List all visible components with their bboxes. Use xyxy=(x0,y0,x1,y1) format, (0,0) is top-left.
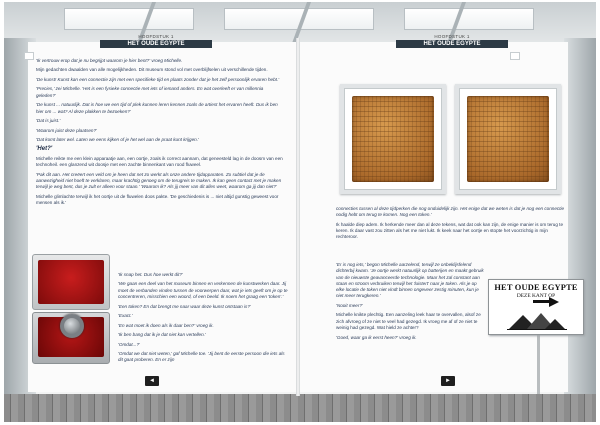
paragraph: 'Dat is juist.' xyxy=(36,118,61,124)
previous-page-button[interactable]: ◄ xyxy=(145,376,159,386)
right-page-text xyxy=(336,206,566,244)
paragraph: 'Omdat...?' xyxy=(118,341,140,347)
sign-title: HET OUDE EGYPTE xyxy=(494,283,578,292)
next-page-button[interactable]: ► xyxy=(441,376,455,386)
right-dialog-text xyxy=(336,262,484,344)
wall-light xyxy=(24,52,34,60)
paragraph: 'Een token? En dat brengt me naar waar deze kunst ontstaan is?' xyxy=(118,303,251,309)
right-wall xyxy=(564,38,596,398)
wall-light xyxy=(510,52,520,60)
skylight xyxy=(404,8,534,30)
chapter-heading-right xyxy=(396,34,508,48)
paragraph: 'Nooit meer?' xyxy=(336,302,363,308)
chapter-heading-left xyxy=(100,34,212,48)
skylight xyxy=(64,8,194,30)
paragraph: 'Er is nog iets,' begon Michelle aarzelend, terwijl ze onbeklijsfelend dichterbij kwam. 'Je oortje werkt natuurlijk op batterijen en maakt gebruik van de nieuwste geavanceerde technologie. Maar het zal constant aan staan en stroom verbruiken terwijl het 'luistert' naar je token. Als je op elke locatie de token niet vindt binnen ongeveer zestig minuten, kun je niet meer terugkeren.' xyxy=(336,262,484,299)
paragraph: connecties tussen al deze tijdperken die nog onduidelijk zijn. Het enige dat we weten is dat je nog een connectie nodig hebt om terug te komen. Nog een token.' xyxy=(336,206,565,218)
left-page-text xyxy=(36,58,284,210)
paragraph: Ik haalde diep adem. Ik herkende meer dan al deze tekens, wat dat ook kan zijn, de enige manier is om terug te keren. Ik daar vast zou zitten als het me niet lukt. Ik keek naar het oortje en stopte het voorzichtig in mijn rechteroor. xyxy=(336,221,564,240)
box-lid xyxy=(32,254,110,310)
paragraph: 'Omdat we dat niet weten,' gaf Michelle toe. 'Jij bent de eerste persoon die iets als dit gaat proberen. En er zijn xyxy=(118,350,285,363)
earpiece-device xyxy=(60,314,84,338)
sign-post xyxy=(537,330,540,394)
sign-subtitle: DEZE KANT OP xyxy=(516,293,556,299)
hieroglyph-tablet-image xyxy=(352,96,434,182)
chapter-title: HET OUDE EGYPTE xyxy=(100,40,212,48)
book-spine xyxy=(296,38,300,396)
hieroglyph-frame-right xyxy=(455,84,561,194)
hieroglyph-tablet-image xyxy=(467,96,549,182)
paragraph: 'En wat moet ik doen als ik daar ben?' vroeg ik. xyxy=(118,322,214,328)
paragraph: 'Goed, waar ga ik eerst heen?' vroeg ik. xyxy=(336,334,417,340)
paragraph: 'Dat komt later wel. Laten we eens kijken of je het wel aan de praat kunt krijgen.' xyxy=(36,136,199,142)
paragraph: Michelle glimlachte terwijl ik het oortje uit de fluwelen doos pakte. 'De geschiedenis is ... niet altijd gunstig geweest voor mensen als ik.' xyxy=(36,193,279,206)
jewellery-box xyxy=(32,254,110,370)
hieroglyph-frame-left xyxy=(340,84,446,194)
arrow-right-icon xyxy=(549,297,559,307)
paragraph: 'We gaan een deel van het museum binnen en verkennen de kunstwerken daar. Jij moet de verbanden vinden tussen de voorwerpen daar, wat je iets geeft om je op te concentreren, misschien een woord, of een beeld. Ik noem het graag een 'token'.' xyxy=(118,281,288,300)
floor xyxy=(4,394,596,422)
paragraph: 'Het?' xyxy=(36,146,53,153)
paragraph: 'Ik ben bang dat ik je dat niet kan vertellen.' xyxy=(118,332,206,338)
paragraph: 'Waarom juist deze plaatsen?' xyxy=(36,127,97,133)
pyramids-icon xyxy=(507,310,567,330)
paragraph: 'De kunst ... natuurlijk. Dat is hoe we een tijd of plek kunnen leren kennen zoals de artiest het ervaren heeft. Dus ik ben hier om ... wat? Al deze plakken te bezoeken?' xyxy=(36,102,278,114)
paragraph: 'Ik snap het. Dus hoe werkt dit?' xyxy=(118,272,183,277)
paragraph: 'De kunst! Kunst kan een connectie zijn met een specifieke tijd en plaats zonder dat je het zelf persoonlijk ervaren hebt.' xyxy=(36,76,280,82)
chapter-number: HOOFDSTUK 1 xyxy=(434,34,470,39)
paragraph: Mijn gedachten dwaalden van alle mogelijkheden. Dit museum stond vol met overblijfselen uit verschillende tijden. xyxy=(36,67,268,73)
paragraph: 'Exact.' xyxy=(118,313,133,319)
chapter-number: HOOFDSTUK 1 xyxy=(138,34,174,39)
paragraph: 'Pak dit aan. Het creëert een veld om je heen dat net zo werkt als onze andere tijdapparaten. Zo subtiel dat je de aanwezigheid niet hoeft te verklaren, maar krachtig genoeg om de terugreis te maken. Ik kan geen contact met je maken terwijl je weg bent, dus je zult er alleen voor staan.' 'Waarom ik? Als jij meer van dit alles weet, waarom ga jij dan niet?' xyxy=(36,171,282,190)
paragraph: Michelle reikte me een klein apparaatje aan, een oortje, zoals ik correct aannam, dat geneesteld lag in de doosm van een technoheil. een glanzend wit doosje met een zachte binnenkant van rood fluweel. xyxy=(36,155,283,168)
chapter-title: HET OUDE EGYPTE xyxy=(396,40,508,48)
paragraph: 'Ik vertrouw erop dat je nu begrijpt waarom je hier bent?' vroeg Michelle. xyxy=(36,58,183,63)
paragraph: 'Precies,' zei Michelle. 'Het is een fysieke connectie met iets of iemand anders. En wat overleeft er van millennia geleden?' xyxy=(36,86,264,98)
direction-sign[interactable] xyxy=(488,279,584,335)
paragraph: Michelle knikte plechtig. Een aanzeling leek haar te overvallen, alsof ze zich afvroeg of ze niet te veel had gezegd. Ik vroeg me af of ze niet te weinig had gezegd. Wat hield ze achter? xyxy=(336,312,481,331)
left-dialog-text xyxy=(118,272,288,367)
velvet-lining xyxy=(38,260,104,304)
